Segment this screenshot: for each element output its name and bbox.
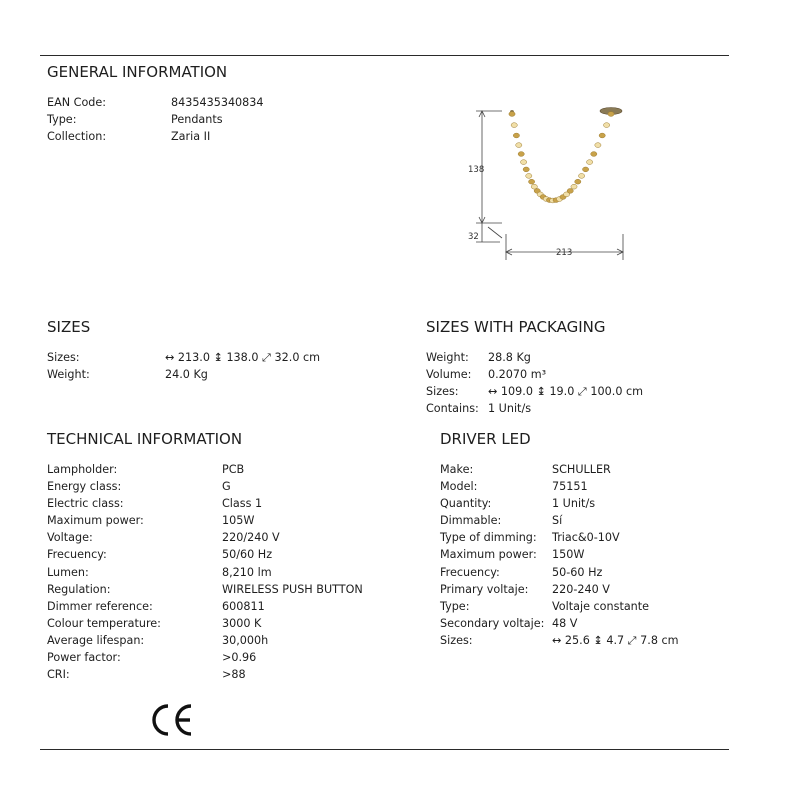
spec-row xyxy=(440,495,679,512)
spec-label: EAN Code: xyxy=(47,96,107,109)
spec-label: Lampholder: xyxy=(47,463,118,476)
spec-row xyxy=(426,400,643,417)
spec-row xyxy=(440,461,679,478)
spec-value: 220/240 V xyxy=(222,531,280,545)
spec-row xyxy=(440,478,679,495)
drop-dimension-diagonal xyxy=(488,227,502,238)
spec-value: Zaria II xyxy=(171,130,211,144)
spec-value: SCHULLER xyxy=(552,463,611,476)
chain-link xyxy=(595,143,601,148)
spec-label: Weight: xyxy=(47,368,90,382)
chain-link xyxy=(608,112,614,117)
general-information-section xyxy=(47,62,264,145)
spec-label: Volume: xyxy=(426,368,472,382)
spec-value: 105W xyxy=(222,514,255,528)
chain-link xyxy=(529,179,535,184)
spec-row xyxy=(47,598,363,615)
chain-link xyxy=(521,160,527,165)
chain-link xyxy=(571,184,577,189)
spec-row xyxy=(440,581,679,598)
spec-row xyxy=(47,529,363,546)
driver-rows xyxy=(440,461,679,649)
spec-value: ↔ 25.6 ↨ 4.7 ⤢ 7.8 cm xyxy=(552,633,679,647)
sizes-section xyxy=(47,317,320,383)
spec-label: Dimmable: xyxy=(440,514,502,528)
chain-link xyxy=(523,167,529,172)
spec-row xyxy=(47,128,264,145)
spec-row xyxy=(440,632,679,649)
spec-row xyxy=(47,461,363,478)
sizes-with-packaging-section xyxy=(426,317,643,417)
spec-value: 50/60 Hz xyxy=(222,548,273,562)
spec-row xyxy=(47,349,320,366)
ce-mark-icon xyxy=(146,700,196,740)
spec-row xyxy=(440,564,679,581)
spec-row xyxy=(440,598,679,615)
spec-label: Sizes: xyxy=(440,633,473,647)
spec-label: Model: xyxy=(440,480,478,494)
general-information-rows xyxy=(47,94,264,145)
spec-label: Contains: xyxy=(426,402,479,416)
width-label: 213 xyxy=(556,248,573,258)
technical-rows xyxy=(47,461,363,683)
chain-link xyxy=(513,133,519,138)
spec-label: Type: xyxy=(440,599,470,613)
chain-link xyxy=(579,174,585,179)
spec-label: Sizes: xyxy=(426,385,459,399)
spec-label: Type: xyxy=(47,113,77,127)
spec-value: 28.8 Kg xyxy=(488,351,531,364)
spec-value: 48 V xyxy=(552,616,578,630)
technical-information-heading: TECHNICAL INFORMATION xyxy=(47,430,243,448)
spec-label: Power factor: xyxy=(47,651,121,665)
spec-value: ↔ 213.0 ↨ 138.0 ⤢ 32.0 cm xyxy=(165,351,321,364)
spec-label: Collection: xyxy=(47,130,107,144)
chain-link xyxy=(591,152,597,157)
spec-row xyxy=(426,349,643,366)
spec-row xyxy=(47,564,363,581)
technical-information-section xyxy=(47,429,363,683)
spec-row xyxy=(47,632,363,649)
spec-label: Type of dimming: xyxy=(440,531,537,545)
spec-row xyxy=(47,94,264,111)
chain-link xyxy=(567,189,573,194)
spec-row xyxy=(440,615,679,632)
spec-label: Regulation: xyxy=(47,582,111,596)
chain-link xyxy=(526,174,532,179)
spec-value: G xyxy=(222,480,231,494)
spec-row xyxy=(426,366,643,383)
spec-label: Quantity: xyxy=(440,497,492,511)
spec-label: Weight: xyxy=(426,351,469,364)
spec-row xyxy=(47,666,363,683)
spec-label: Primary voltaje: xyxy=(440,582,529,596)
spec-value: 8435435340834 xyxy=(171,96,264,109)
spec-row xyxy=(47,581,363,598)
packaging-rows xyxy=(426,349,643,417)
spec-value: 220-240 V xyxy=(552,582,610,596)
spec-value: PCB xyxy=(222,463,245,476)
spec-row xyxy=(47,546,363,563)
spec-value: 30,000h xyxy=(222,633,269,647)
drop-label: 32 xyxy=(468,232,479,242)
spec-value: 1 Unit/s xyxy=(488,402,532,416)
spec-row xyxy=(440,546,679,563)
spec-label: Maximum power: xyxy=(440,548,537,562)
spec-value: Triac&0-10V xyxy=(552,531,620,545)
top-divider xyxy=(40,55,729,56)
spec-row xyxy=(47,615,363,632)
spec-label: Make: xyxy=(440,463,474,476)
spec-label: Lumen: xyxy=(47,565,89,579)
spec-label: Energy class: xyxy=(47,480,122,494)
driver-led-section xyxy=(440,429,679,649)
spec-value: 1 Unit/s xyxy=(552,497,596,511)
spec-row xyxy=(440,529,679,546)
spec-label: Maximum power: xyxy=(47,514,144,528)
spec-value: 600811 xyxy=(222,599,265,613)
height-label: 138 xyxy=(468,165,485,175)
chain-link xyxy=(575,179,581,184)
spec-row xyxy=(47,495,363,512)
bottom-divider xyxy=(40,749,729,750)
general-information-heading: GENERAL INFORMATION xyxy=(47,63,228,81)
spec-label: Frecuency: xyxy=(47,548,107,562)
spec-value: 0.2070 m³ xyxy=(488,368,547,382)
spec-label: Frecuency: xyxy=(440,565,500,579)
spec-value: Pendants xyxy=(171,113,223,127)
spec-label: CRI: xyxy=(47,668,70,682)
spec-value: 24.0 Kg xyxy=(165,368,208,382)
chain-link xyxy=(599,133,605,138)
spec-value: >0.96 xyxy=(222,651,257,665)
spec-label: Average lifespan: xyxy=(47,633,145,647)
chain-link xyxy=(516,143,522,148)
spec-value: ↔ 109.0 ↨ 19.0 ⤢ 100.0 cm xyxy=(488,385,644,399)
spec-value: 8,210 lm xyxy=(222,565,272,579)
spec-label: Electric class: xyxy=(47,497,124,511)
chain-links xyxy=(509,112,614,203)
spec-value: Class 1 xyxy=(222,497,263,511)
spec-row xyxy=(47,366,320,383)
chain-link xyxy=(518,152,524,157)
sizes-heading: SIZES xyxy=(47,318,91,336)
spec-row xyxy=(47,111,264,128)
spec-row xyxy=(47,478,363,495)
spec-label: Colour temperature: xyxy=(47,616,161,630)
spec-row xyxy=(47,512,363,529)
chain-link xyxy=(511,123,517,128)
driver-led-heading: DRIVER LED xyxy=(440,430,531,448)
spec-value: >88 xyxy=(222,668,246,682)
spec-value: Sí xyxy=(552,514,563,528)
spec-value: 50-60 Hz xyxy=(552,565,603,579)
spec-row xyxy=(47,649,363,666)
spec-row xyxy=(440,512,679,529)
spec-label: Dimmer reference: xyxy=(47,599,153,613)
spec-label: Sizes: xyxy=(47,351,80,364)
spec-value: 150W xyxy=(552,548,585,562)
spec-value: 75151 xyxy=(552,480,588,494)
chain-link xyxy=(583,167,589,172)
chain-link xyxy=(604,123,610,128)
spec-value: WIRELESS PUSH BUTTON xyxy=(222,582,363,596)
chain-link xyxy=(509,112,515,117)
spec-label: Voltage: xyxy=(47,531,93,545)
spec-value: 3000 K xyxy=(222,616,262,630)
spec-label: Secondary voltaje: xyxy=(440,616,545,630)
spec-row xyxy=(426,383,643,400)
product-dimension-drawing xyxy=(466,102,636,270)
chain-link xyxy=(587,160,593,165)
spec-value: Voltaje constante xyxy=(552,599,650,613)
sizes-with-packaging-heading: SIZES WITH PACKAGING xyxy=(426,318,606,336)
sizes-rows xyxy=(47,349,320,383)
